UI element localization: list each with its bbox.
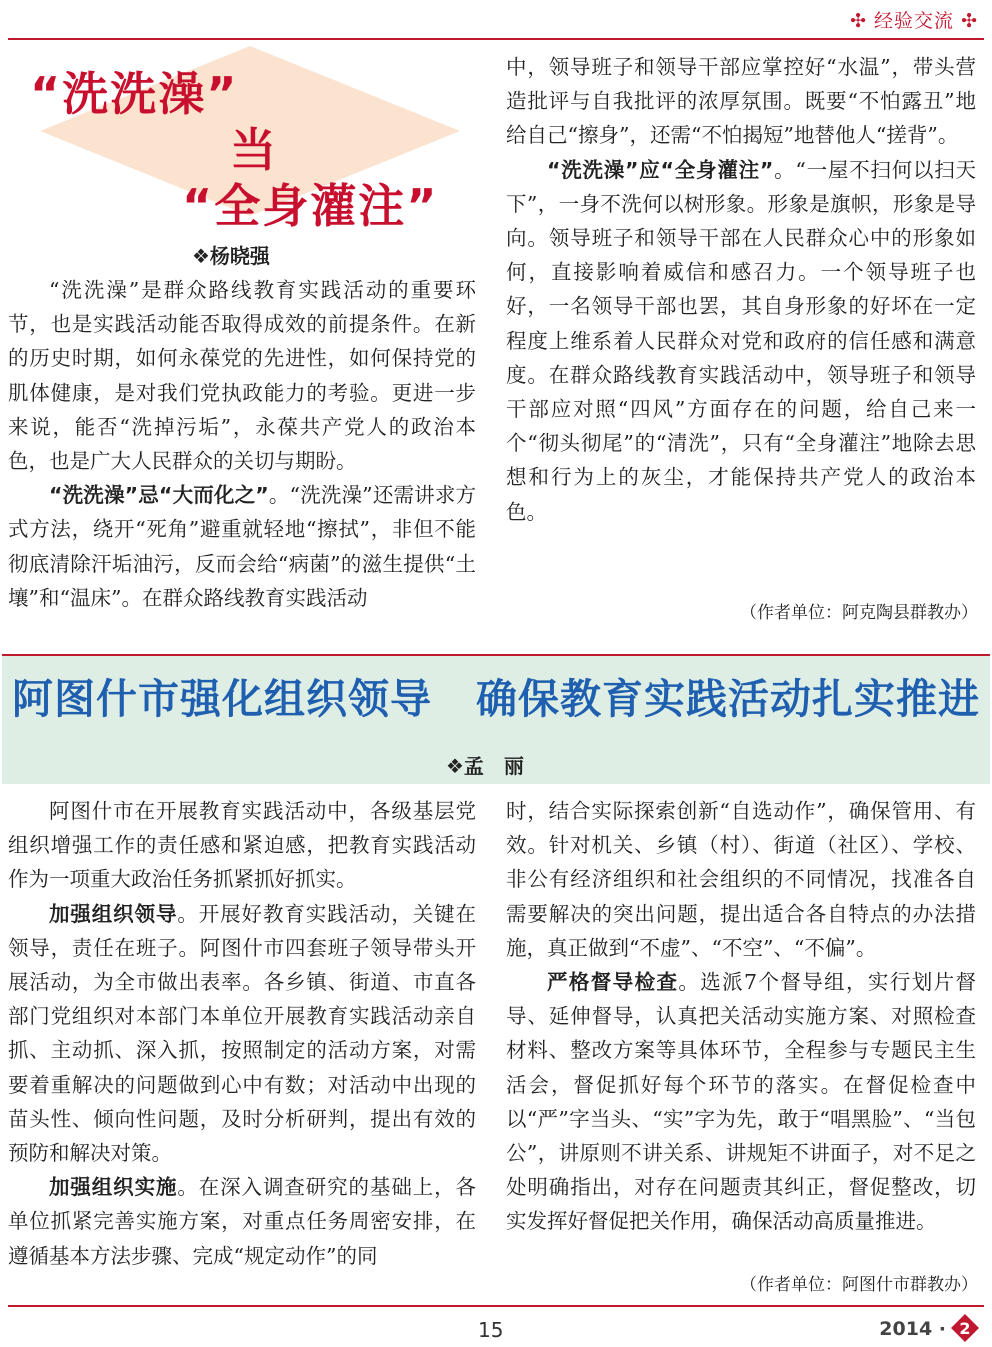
issue-year: 2014 · (879, 1318, 946, 1340)
article2-right-paragraph: 严格督导检查。选派7个督导组，实行划片督导、延伸督导，认真把关活动实施方案、对照检查材料、整改方案等具体环节，全程参与专题民主生活会，督促抓好每个环节的落实。在督促检查中以“严”字当头、“实”字为先，敢于“唱黑脸”、“当包公”，讲原则不讲关系、讲规矩不讲面子，对不足之处明确指出，对存在问题责其纠正，督促整改，切实发挥好督促把关作用，确保活动高质量推进。 (506, 970, 977, 1234)
article1-title-line2: 当 (230, 123, 278, 177)
article2-left-paragraph: 加强组织实施。在深入调查研究的基础上，各单位抓紧完善实施方案，对重点任务周密安排，在遵循基本方法步骤、完成“规定动作”的同 (8, 1175, 477, 1268)
article1-right-paragraph: 中，领导班子和领导干部应掌控好“水温”，带头营造批评与自我批评的浓厚氛围。既要“不怕露丑”地给自己“擦身”，还需“不怕揭短”地替他人“搓背”。 (506, 55, 976, 148)
article2-title-part1: 阿图什市强化组织领导 (12, 675, 432, 723)
header-rule (8, 38, 984, 40)
article2-author: ❖孟 丽 (446, 754, 524, 778)
section-label: ✣ 经验交流 ✣ (850, 10, 978, 32)
article1-title-line3: “全身灌注” (182, 179, 439, 233)
issue-number-badge (950, 1313, 980, 1343)
article1-left-paragraph: “洗洗澡”忌“大而化之”。“洗洗澡”还需讲求方式方法，绕开“死角”避重就轻地“擦拭”，非但不能彻底清除汗垢油污，反而会给“病菌”的滋生提供“土壤”和“温床”。在群众路线教育实践活动 (8, 483, 476, 610)
article2-right-paragraph: 时，结合实际探索创新“自选动作”，确保管用、有效。针对机关、乡镇（村）、街道（社区）、学校、非公有经济组织和社会组织的不同情况，找准各自需要解决的突出问题，提出适合各自特点的办法措施，真正做到“不虚”、“不空”、“不偏”。 (506, 799, 976, 960)
article1-signature: （作者单位：阿克陶县群教办） (740, 603, 978, 623)
article2-left-column (8, 794, 476, 1273)
footer-rule (8, 1305, 984, 1307)
article2-left-paragraph: 阿图什市在开展教育实践活动中，各级基层党组织增强工作的责任感和紧迫感，把教育实践活动作为一项重大政治任务抓紧抓好抓实。 (8, 799, 476, 892)
article1-title-line1: “洗洗澡” (30, 67, 239, 121)
issue-number: 2 (959, 1319, 971, 1338)
article1-left-column (8, 273, 476, 615)
article1-author: ❖杨晓强 (192, 244, 270, 268)
article2-signature: （作者单位：阿图什市群教办） (740, 1275, 978, 1295)
page-number: 15 (478, 1318, 504, 1342)
article2-left-paragraph: 加强组织领导。开展好教育实践活动，关键在领导，责任在班子。阿图什市四套班子领导带头开展活动，为全市做出表率。各乡镇、街道、市直各部门党组织对本部门本单位开展教育实践活动亲自抓、主动抓、深入抓，按照制定的活动方案，对需要着重解决的问题做到心中有数；对活动中出现的苗头性、倾向性问题，及时分析研判，提出有效的预防和解决对策。 (8, 901, 477, 1166)
article1-right-column (506, 50, 976, 529)
article2-right-column (506, 794, 976, 1239)
article1-right-paragraph: “洗洗澡”应“全身灌注”。“一屋不扫何以扫天下”，一身不洗何以树形象。形象是旗帜，形象是导向。领导班子和领导干部在人民群众心中的形象如何，直接影响着威信和感召力。一个领导班子也好，一名领导干部也罢，其自身形象的好坏在一定程度上维系着人民群众对党和政府的信任感和满意度。在群众路线教育实践活动中，领导班子和领导干部应对照“四风”方面存在的问题，给自己来一个“彻头彻尾”的“清洗”，只有“全身灌注”地除去思想和行为上的灰尘，才能保持共产党人的政治本色。 (506, 157, 976, 524)
article2-title (0, 666, 992, 725)
article2-title-part2: 确保教育实践活动扎实推进 (476, 675, 980, 723)
article1-left-paragraph: “洗洗澡”是群众路线教育实践活动的重要环节，也是实践活动能否取得成效的前提条件。在新的历史时期，如何永葆党的先进性，如何保持党的肌体健康，是对我们党执政能力的考验。更进一步来说，能否“洗掉污垢”，永葆共产党人的政治本色，也是广大人民群众的关切与期盼。 (8, 278, 476, 474)
